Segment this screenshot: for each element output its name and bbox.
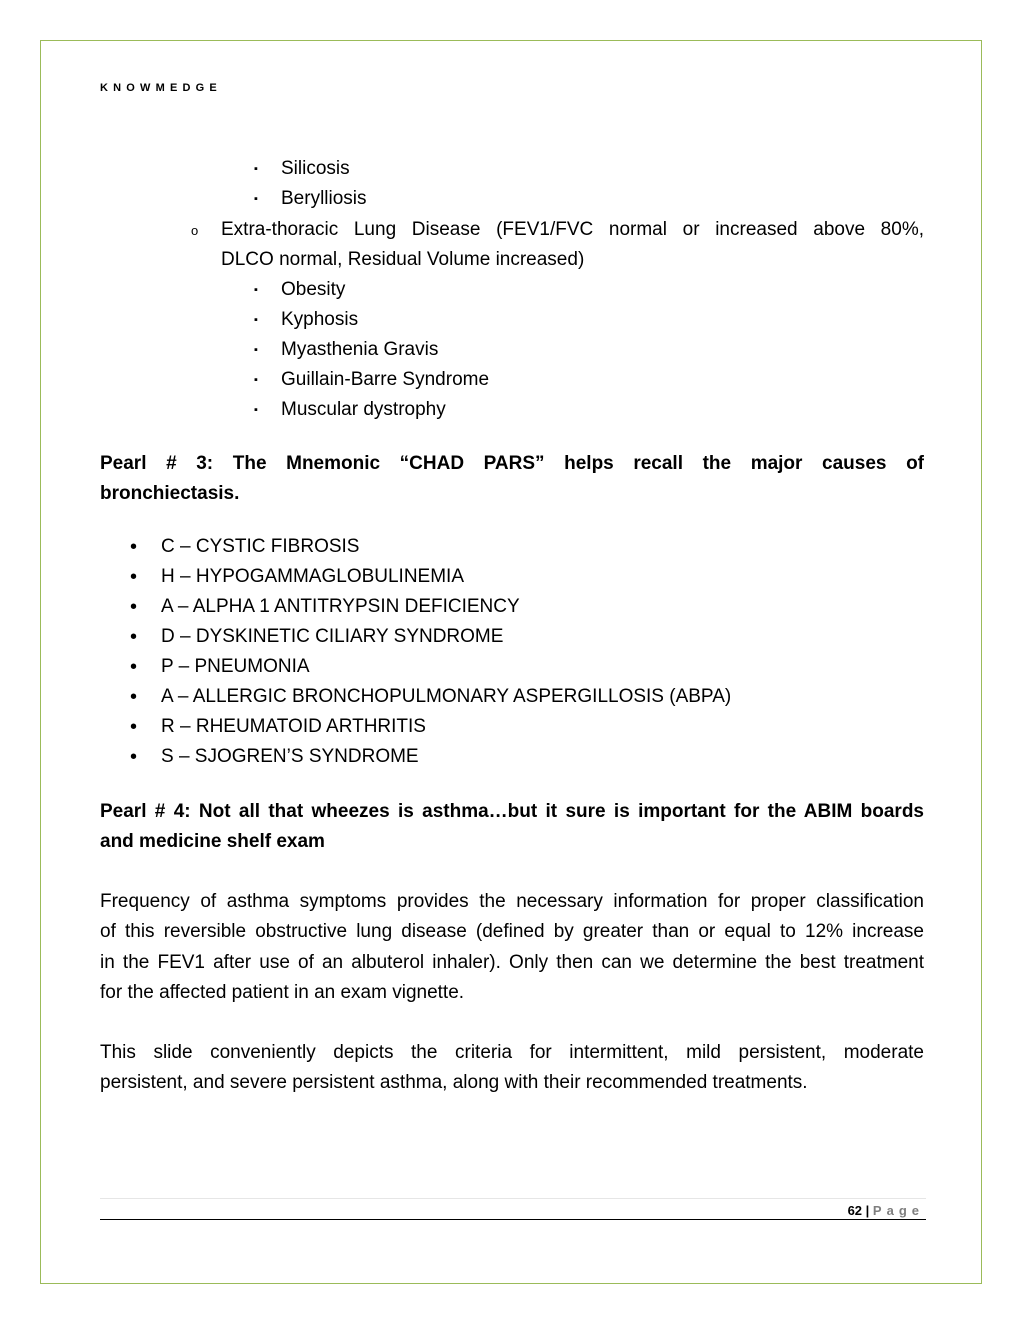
list-item: Kyphosis [281,309,359,330]
list-item: D – DYSKINETIC CILIARY SYNDROME [161,626,504,647]
circle-bullet-icon: o [191,223,199,238]
square-bullet-icon: ▪ [254,344,258,356]
list-item: A – ALPHA 1 ANTITRYPSIN DEFICIENCY [161,596,520,617]
square-bullet-icon: ▪ [254,374,258,386]
bullet-icon: • [130,716,138,738]
pearl-3-heading-line2: bronchiectasis. [100,483,240,504]
square-bullet-icon: ▪ [254,163,258,175]
square-bullet-icon: ▪ [254,193,258,205]
list-item: Guillain-Barre Syndrome [281,369,490,390]
bullet-icon: • [130,566,138,588]
pearl-3-heading-line1: Pearl # 3: The Mnemonic “CHAD PARS” helps recall the major causes of [100,453,924,474]
extra-thoracic-heading-line2: DLCO normal, Residual Volume increased) [221,249,585,270]
list-item: Obesity [281,279,346,300]
paragraph-line: This slide conveniently depicts the criteria for intermittent, mild persistent, moderate [100,1042,924,1063]
list-item: Silicosis [281,158,350,179]
page-number [848,1203,924,1218]
extra-thoracic-heading-line1: Extra-thoracic Lung Disease (FEV1/FVC normal or increased above 80%, [221,219,924,240]
paragraph-line: Frequency of asthma symptoms provides the necessary information for proper classification [100,891,924,912]
list-item: Myasthenia Gravis [281,339,439,360]
square-bullet-icon: ▪ [254,404,258,416]
bullet-icon: • [130,656,138,678]
list-item: H – HYPOGAMMAGLOBULINEMIA [161,566,465,587]
page-number-separator: | [865,1203,870,1218]
list-item: Berylliosis [281,188,367,209]
square-bullet-icon: ▪ [254,284,258,296]
bullet-icon: • [130,746,138,768]
square-bullet-icon: ▪ [254,314,258,326]
bullet-icon: • [130,596,138,618]
paragraph-line: in the FEV1 after use of an albuterol inhaler). Only then can we determine the best treatment [100,952,924,973]
pearl-4-heading-line2: and medicine shelf exam [100,831,325,852]
paragraph-line: of this reversible obstructive lung disease (defined by greater than or equal to 12% increase [100,921,924,942]
list-item: Muscular dystrophy [281,399,446,420]
page-label: Page [872,1203,924,1218]
list-item: R – RHEUMATOID ARTHRITIS [161,716,426,737]
list-item: S – SJOGREN’S SYNDROME [161,746,419,767]
bullet-icon: • [130,626,138,648]
paragraph-line: for the affected patient in an exam vignette. [100,982,465,1003]
paragraph-line: persistent, and severe persistent asthma, along with their recommended treatments. [100,1072,808,1093]
list-item: P – PNEUMONIA [161,656,310,677]
bullet-icon: • [130,686,138,708]
list-item: C – CYSTIC FIBROSIS [161,536,360,557]
bullet-icon: • [130,536,138,558]
footer-divider [100,1219,926,1220]
footer-divider-light [100,1198,926,1199]
list-item: A – ALLERGIC BRONCHOPULMONARY ASPERGILLOSIS (ABPA) [161,686,732,707]
document-header: KNOWMEDGE [100,82,222,94]
page-number-value: 62 [847,1203,863,1218]
pearl-4-heading-line1: Pearl # 4: Not all that wheezes is asthma…but it sure is important for the ABIM boards [100,801,924,822]
